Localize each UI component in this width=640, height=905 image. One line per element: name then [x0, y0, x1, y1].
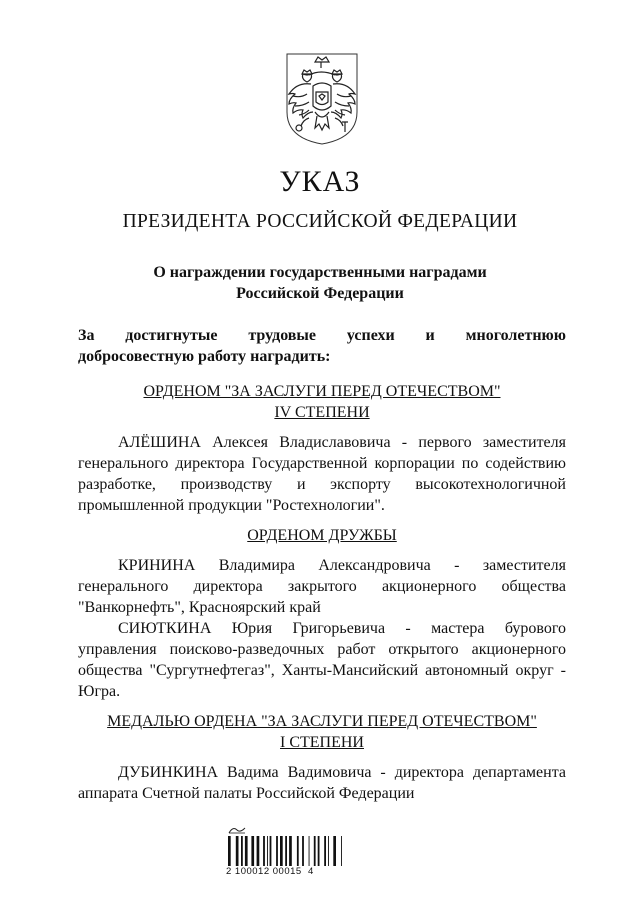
- barcode-bar: [314, 836, 316, 866]
- award-degree: I СТЕПЕНИ: [280, 734, 364, 751]
- subject-line-1: О награждении государственными наградами: [153, 264, 487, 281]
- barcode-number: 2 100012 00015 4: [226, 866, 314, 877]
- barcode-bar: [245, 836, 248, 866]
- barcode-bar: [228, 836, 231, 866]
- intro-word: За: [78, 327, 95, 344]
- awardee-entry: АЛЁШИНА Алексея Владиславовича - первого заместителя генерального директора Государственной корпорации по содействию разработке, производству и экспорту высокотехнологичной промышленной продукции "Ростехнологии".: [78, 434, 566, 514]
- barcode-bar: [302, 836, 304, 866]
- intro-word: успехи: [346, 327, 395, 344]
- barcode-bar: [341, 836, 342, 866]
- barcode-bar: [236, 836, 239, 866]
- barcode-bar: [297, 836, 299, 866]
- barcode-bar: [251, 836, 254, 866]
- barcode-bar: [328, 836, 329, 866]
- intro-word: и: [425, 327, 435, 344]
- barcode-bar: [280, 836, 283, 866]
- barcode-bar: [267, 836, 268, 866]
- intro-word: достигнутые: [125, 327, 218, 344]
- barcode-bar: [333, 836, 336, 866]
- barcode-bar: [257, 836, 260, 866]
- barcode-bar: [318, 836, 320, 866]
- decree-issuer: ПРЕЗИДЕНТА РОССИЙСКОЙ ФЕДЕРАЦИИ: [122, 211, 518, 232]
- awardee-entry: КРИНИНА Владимира Александровича - заместителя генерального директора закрытого акционерного общества "Ванкорнефть", Красноярский край: [78, 557, 566, 616]
- barcode-bar: [289, 836, 292, 866]
- registration-mark-icon: [228, 826, 246, 834]
- barcode-bar: [276, 836, 278, 866]
- barcode-bar: [285, 836, 287, 866]
- barcode-bars: [226, 836, 346, 866]
- intro-word: многолетнюю: [465, 327, 566, 344]
- award-medal-merit-i: МЕДАЛЬЮ ОРДЕНА "ЗА ЗАСЛУГИ ПЕРЕД ОТЕЧЕСТВОМ": [107, 713, 537, 730]
- intro-line-2: добросовестную работу наградить:: [78, 348, 331, 365]
- decree-body: [78, 325, 566, 804]
- award-order-friendship: ОРДЕНОМ ДРУЖБЫ: [247, 527, 397, 544]
- double-headed-eagle-icon: [285, 52, 359, 146]
- subject-line-2: Российской Федерации: [236, 285, 404, 302]
- awardee-entry: ДУБИНКИНА Вадима Вадимовича - директора департамента аппарата Счетной палаты Российской Федерации: [78, 764, 566, 802]
- intro-word: трудовые: [248, 327, 317, 344]
- intro-paragraph: [78, 325, 566, 367]
- award-degree: IV СТЕПЕНИ: [274, 404, 370, 421]
- barcode-bar: [263, 836, 265, 866]
- barcode-bar: [324, 836, 326, 866]
- decree-subject: [0, 262, 640, 304]
- decree-title: УКАЗ: [279, 165, 361, 198]
- barcode: [226, 826, 346, 882]
- barcode-bar: [270, 836, 272, 866]
- barcode-bar: [241, 836, 243, 866]
- award-order-merit-iv: ОРДЕНОМ "ЗА ЗАСЛУГИ ПЕРЕД ОТЕЧЕСТВОМ": [143, 383, 501, 400]
- awardee-entry: СИЮТКИНА Юрия Григорьевича - мастера бурового управления поисково-разведочных работ открытого акционерного общества "Сургутнефтегаз", Ханты-Мансийский автономный округ - Югра.: [78, 620, 566, 700]
- barcode-bar: [309, 836, 310, 866]
